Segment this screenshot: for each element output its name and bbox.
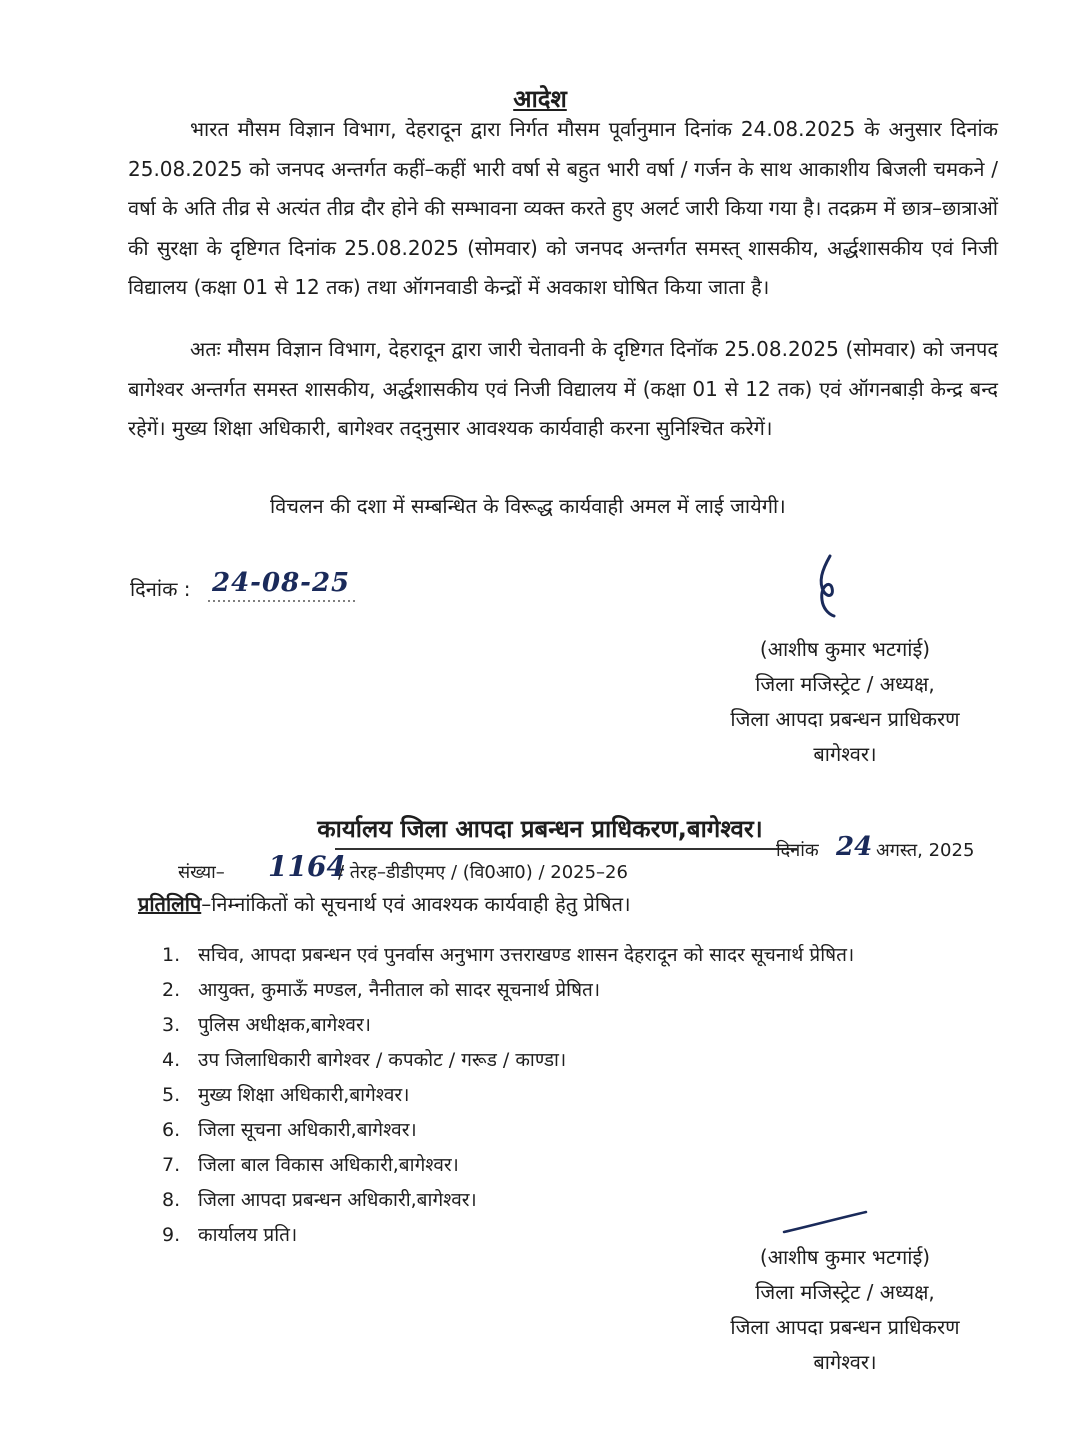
list-item: 9. कार्यालय प्रति। bbox=[162, 1224, 298, 1246]
signatory-name: (आशीष कुमार भटगांई) bbox=[759, 637, 931, 661]
signatory-title: जिला मजिस्ट्रेट / अध्यक्ष, bbox=[755, 1280, 935, 1304]
copy-to-label: प्रतिलिपि bbox=[138, 892, 202, 916]
signatory-org: जिला आपदा प्रबन्धन प्राधिकरण bbox=[730, 1315, 960, 1339]
list-item: 5. मुख्य शिक्षा अधिकारी,बागेश्वर। bbox=[162, 1084, 410, 1106]
dispatch-date-label: दिनांक bbox=[776, 840, 819, 861]
copy-recipient-list bbox=[162, 938, 854, 1253]
copy-to-heading bbox=[138, 890, 631, 917]
signature-block-1 bbox=[705, 632, 985, 772]
order-date-label: दिनांक : bbox=[130, 577, 191, 601]
office-heading: कार्यालय जिला आपदा प्रबन्धन प्राधिकरण,बागेश्वर। bbox=[317, 815, 763, 843]
signatory-place: बागेश्वर। bbox=[813, 1350, 877, 1374]
signatory-title: जिला मजिस्ट्रेट / अध्यक्ष, bbox=[755, 672, 935, 696]
list-item: 4. उप जिलाधिकारी बागेश्वर / कपकोट / गरूड / काण्डा। bbox=[162, 1049, 567, 1071]
signature-mark-1 bbox=[808, 552, 848, 622]
office-heading-underline bbox=[335, 848, 797, 850]
signature-mark-2 bbox=[780, 1208, 870, 1238]
list-item: 2. आयुक्त, कुमाऊँ मण्डल, नैनीताल को सादर सूचनार्थ प्रेषित। bbox=[162, 979, 601, 1001]
order-paragraph-2 bbox=[128, 330, 998, 449]
list-item: 7. जिला बाल विकास अधिकारी,बागेश्वर। bbox=[162, 1154, 459, 1176]
signature-block-2 bbox=[705, 1240, 985, 1380]
order-date-handwritten: 24-08-25 bbox=[212, 568, 351, 598]
order-paragraph-2-text: अतः मौसम विज्ञान विभाग, देहरादून द्वारा जारी चेतावनी के दृष्टिगत दिनॉक 25.08.2025 (सोमवार) को जनपद बागेश्वर अन्तर्गत समस्त शासकीय, अर्द्धशासकीय एवं निजी विद्यालय में (कक्षा 01 से 12 तक) एवं ऑगनबाड़ी केन्द्र बन्द रहेगें। मुख्य शिक्षा अधिकारी, बागेश्वर तद्नुसार आवश्यक कार्यवाही करना सुनिश्चित करेगें। bbox=[128, 337, 998, 440]
reference-rest: / तेरह–डीडीएमए / (वि0आ0) / 2025–26 bbox=[338, 862, 628, 883]
list-item: 1. सचिव, आपदा प्रबन्धन एवं पुनर्वास अनुभाग उत्तराखण्ड शासन देहरादून को सादर सूचनार्थ प्रेषित। bbox=[162, 944, 855, 966]
reference-number: 1164 bbox=[268, 850, 346, 883]
dispatch-date-rest: अगस्त, 2025 bbox=[876, 840, 975, 861]
signatory-name: (आशीष कुमार भटगांई) bbox=[759, 1245, 931, 1269]
list-item: 6. जिला सूचना अधिकारी,बागेश्वर। bbox=[162, 1119, 417, 1141]
order-paragraph-1 bbox=[128, 110, 998, 308]
signatory-place: बागेश्वर। bbox=[813, 742, 877, 766]
copy-to-text: –निम्नांकितों को सूचनार्थ एवं आवश्यक कार्यवाही हेतु प्रेषित। bbox=[201, 892, 631, 916]
order-heading: आदेश bbox=[513, 85, 567, 113]
signatory-org: जिला आपदा प्रबन्धन प्राधिकरण bbox=[730, 707, 960, 731]
date-dotted-line bbox=[208, 598, 358, 604]
reference-label: संख्या– bbox=[178, 862, 225, 883]
dispatch-date-day: 24 bbox=[836, 832, 873, 862]
list-item: 8. जिला आपदा प्रबन्धन अधिकारी,बागेश्वर। bbox=[162, 1189, 477, 1211]
order-paragraph-1-text: भारत मौसम विज्ञान विभाग, देहरादून द्वारा निर्गत मौसम पूर्वानुमान दिनांक 24.08.2025 के अनुसार दिनांक 25.08.2025 को जनपद अन्तर्गत कहीं–कहीं भारी वर्षा से बहुत भारी वर्षा / गर्जन के साथ आकाशीय बिजली चमकने / वर्षा के अति तीव्र से अत्यंत तीव्र दौर होने की सम्भावना व्यक्त करते हुए अलर्ट जारी किया गया है। तदक्रम में छात्र–छात्राओं की सुरक्षा के दृष्टिगत दिनांक 25.08.2025 (सोमवार) को जनपद अन्तर्गत समस्त् शासकीय, अर्द्धशासकीय एवं निजी विद्यालय (कक्षा 01 से 12 तक) तथा ऑगनवाडी केन्द्रों में अवकाश घोषित किया जाता है। bbox=[128, 117, 998, 299]
closing-statement: विचलन की दशा में सम्बन्धित के विरूद्ध कार्यवाही अमल में लाई जायेगी। bbox=[270, 494, 786, 518]
list-item: 3. पुलिस अधीक्षक,बागेश्वर। bbox=[162, 1014, 371, 1036]
